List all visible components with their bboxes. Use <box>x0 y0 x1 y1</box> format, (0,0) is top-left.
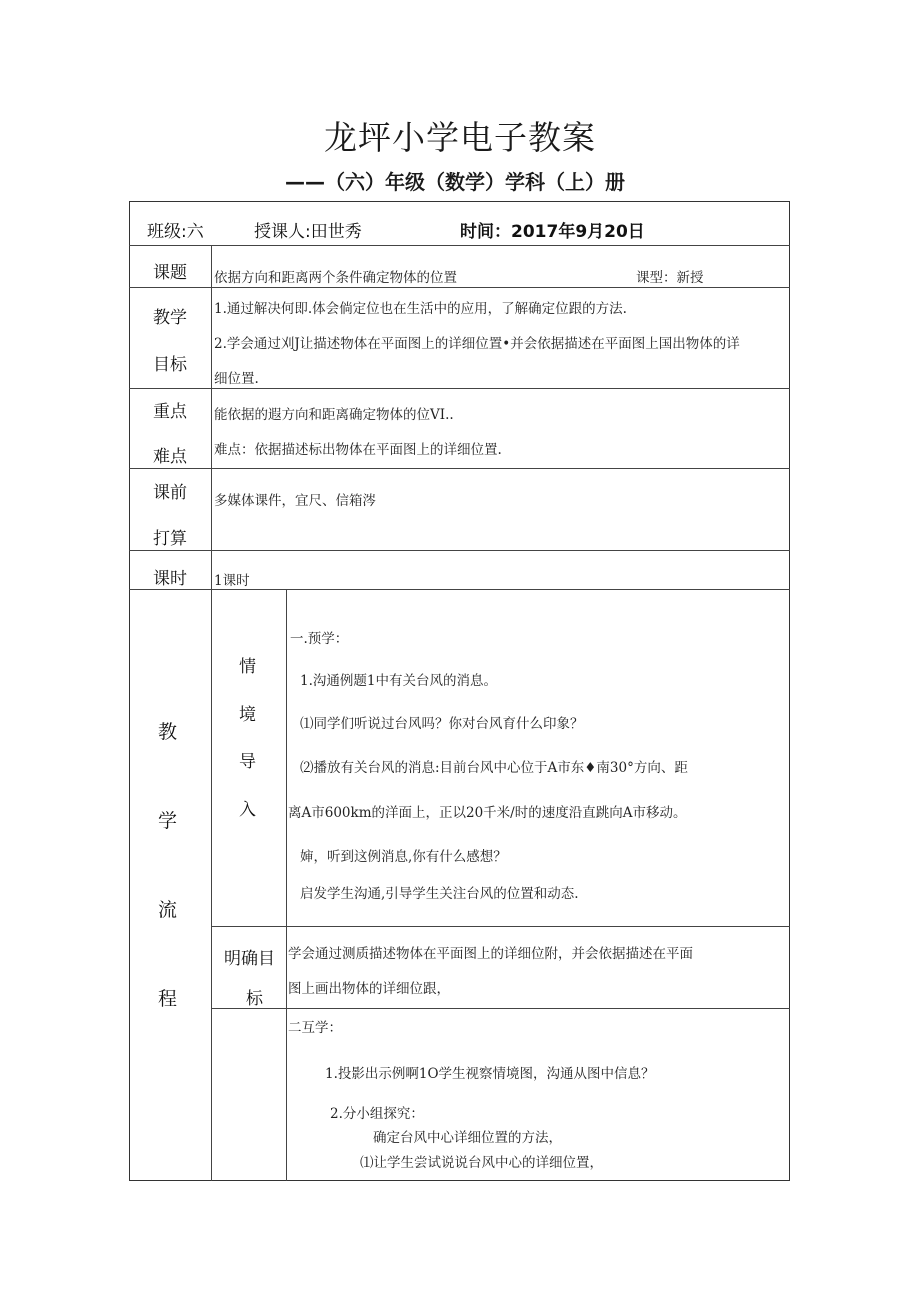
section-3-line: 1.投影出示例啊1O学生视察情境图，沟通从图中信息？ <box>325 1066 655 1082</box>
section-1-line: 一.预学： <box>290 631 349 647</box>
section-2-label-1: 明确目 <box>224 949 275 969</box>
key-line-1: 能依据的遐方向和距离确定物体的位VI.. <box>214 407 454 423</box>
process-label-char: 教 <box>158 721 178 743</box>
teacher-field: 授课人:田世秀 <box>254 222 362 242</box>
page-title: 龙坪小学电子教案 <box>324 118 596 157</box>
lesson-type-text: 课型：新授 <box>636 270 704 286</box>
section-1-label-char: 导 <box>239 752 256 772</box>
process-label-char: 流 <box>158 899 178 921</box>
section-3-line: 二互学： <box>288 1020 342 1036</box>
prep-text: 多媒体课件，宜尺、信箱涔 <box>214 493 376 509</box>
key-line-2: 难点：依据描述标出物体在平面图上的详细位置. <box>214 442 502 458</box>
goals-line-1: 1.通过解决何即.体会倘定位也在生活中的应用，了解确定位跟的方法. <box>214 301 627 317</box>
key-label-2: 难点 <box>153 447 187 467</box>
section-3-line: 2.分小组探究： <box>330 1106 424 1122</box>
goals-line-2: 2.学会通过刈J让描述物体在平面图上的详细位置•并会依据描述在平面图上国出物体的详 <box>214 336 740 352</box>
page-subtitle: ——（六）年级（数学）学科（上）册 <box>285 170 625 194</box>
topic-label: 课题 <box>153 263 187 283</box>
section-2-label-2: 标 <box>246 989 263 1009</box>
process-label-char: 学 <box>158 810 178 832</box>
goals-line-3: 细位置. <box>214 371 259 387</box>
table-row-divider <box>129 287 790 288</box>
section-1-line: 婶，听到这例消息,你有什么感想？ <box>300 849 507 865</box>
goals-label-2: 目标 <box>153 355 187 375</box>
table-row-divider <box>129 468 790 469</box>
key-label-1: 重点 <box>153 402 187 422</box>
table-row-divider <box>211 1008 790 1009</box>
topic-text: 依据方向和距离两个条件确定物体的位置 <box>214 270 457 286</box>
goals-label-1: 教学 <box>153 308 187 328</box>
section-1-label-char: 情 <box>239 657 256 677</box>
table-row-divider <box>129 388 790 389</box>
hours-label: 课时 <box>153 569 187 589</box>
section-2-line-1: 学会通过测质描述物体在平面图上的详细位附，并会依据描述在平面 <box>288 946 693 962</box>
table-col-divider <box>286 589 287 1181</box>
time-field: 时间：2017年9月20日 <box>460 222 645 242</box>
prep-label-2: 打算 <box>153 529 187 549</box>
hours-text: 1课时 <box>214 573 250 589</box>
class-field: 班级:六 <box>147 222 204 242</box>
table-row-divider <box>129 550 790 551</box>
section-2-line-2: 图上画出物体的详细位跟， <box>288 981 450 997</box>
section-1-label-char: 入 <box>239 800 256 820</box>
section-1-line: 离A市600km的洋面上，正以20千米/时的速度沿直跳向A市移动。 <box>288 805 687 821</box>
table-row-divider <box>129 589 790 590</box>
prep-label-1: 课前 <box>153 483 187 503</box>
section-1-line: ⑴同学们听说过台风吗？你对台风育什么印象？ <box>300 716 584 732</box>
section-1-line: ⑵播放有关台风的消息:目前台风中心位于A市东♦南30°方向、距 <box>300 760 688 776</box>
section-1-line: 启发学生沟通,引导学生关注台风的位置和动态. <box>300 886 579 902</box>
section-3-line: 确定台风中心详细位置的方法， <box>373 1130 562 1146</box>
process-label-char: 程 <box>158 988 178 1010</box>
section-3-line: ⑴让学生尝试说说台风中心的详细位置， <box>360 1155 603 1171</box>
section-1-label-char: 境 <box>239 705 256 725</box>
table-row-divider <box>211 926 790 927</box>
table-col-divider <box>211 245 212 1181</box>
section-1-line: 1.沟通例题1中有关台风的消息。 <box>300 673 497 689</box>
table-row-divider <box>129 245 790 246</box>
